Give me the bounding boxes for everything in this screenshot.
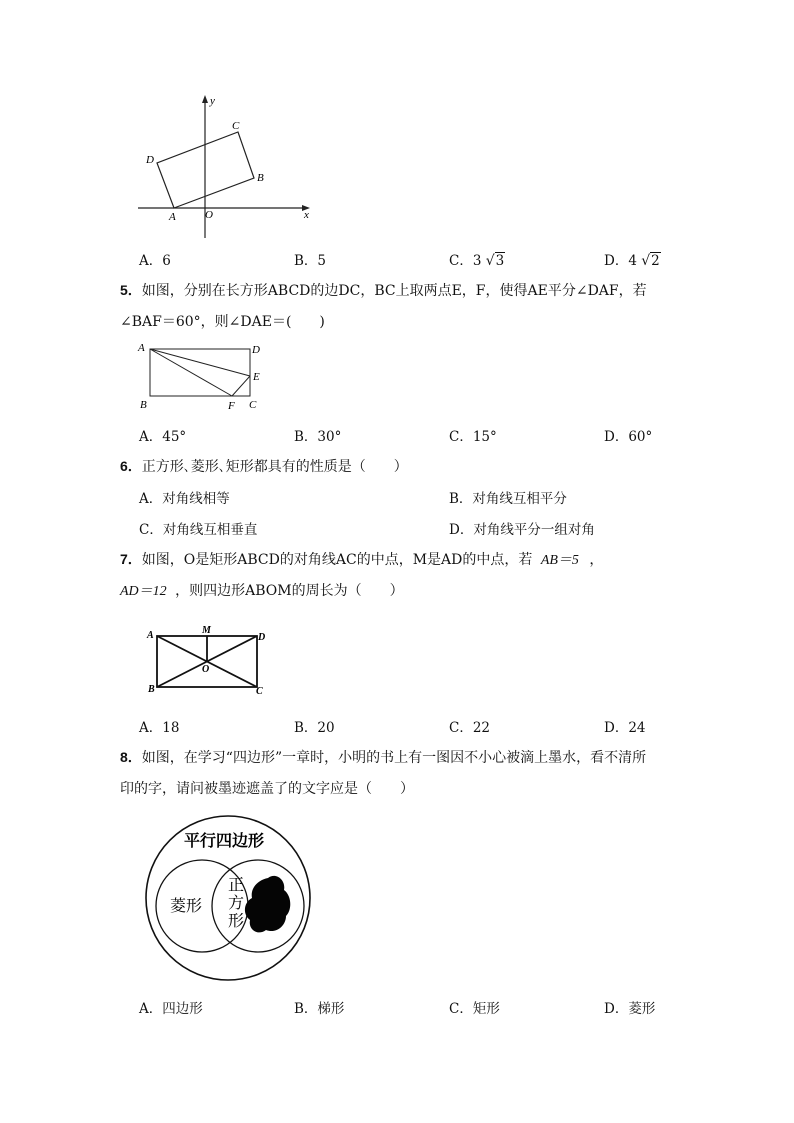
radicand: 3 (495, 253, 505, 269)
q7-text-line1: 如图，O是矩形ABCD的对角线AC的中点，M是AD的中点，若 (141, 552, 533, 568)
q5-label-D: D (252, 344, 260, 356)
q4-y-arrow (202, 95, 208, 103)
q7-comma: ， (589, 552, 604, 568)
q8-label-left: 菱形 (170, 898, 203, 915)
q4-option-b[interactable] (294, 249, 326, 269)
q7-number: 7． (120, 551, 142, 567)
q8-option-c[interactable] (449, 997, 500, 1017)
option-letter: B． (294, 720, 318, 736)
option-value: 对角线平分一组对角 (473, 522, 595, 538)
q4-option-d[interactable] (604, 249, 661, 269)
q8-stem-line1 (120, 747, 646, 767)
q5-rectangle (150, 349, 250, 396)
q5-option-b[interactable] (294, 425, 341, 445)
q8-venn-figure (140, 812, 316, 984)
option-value: 6 (162, 253, 171, 269)
q6-number: 6． (120, 458, 142, 474)
sqrt-symbol: √ (641, 253, 651, 269)
q6-stem (120, 456, 408, 476)
sqrt-symbol: √ (485, 253, 495, 269)
option-letter: C． (139, 522, 163, 538)
option-letter: A． (139, 429, 163, 445)
q5-segment-AE (150, 349, 250, 376)
q8-text-line1: 如图，在学习“四边形”一章时，小明的书上有一图因不小心被滴上墨水，看不清所 (141, 750, 647, 766)
option-value: 30° (317, 429, 342, 445)
option-value: 对角线互相垂直 (162, 522, 258, 538)
option-value: 18 (162, 720, 180, 736)
option-letter: C． (449, 253, 473, 269)
option-letter: A． (139, 720, 163, 736)
q8-label-middle-3: 形 (228, 913, 245, 930)
q7-option-c[interactable] (449, 716, 490, 736)
q7-label-A: A (147, 630, 154, 641)
q7-label-B: B (148, 684, 155, 695)
q6-option-d[interactable] (449, 518, 595, 538)
q5-figure (136, 338, 276, 414)
q7-option-d[interactable] (604, 716, 646, 736)
option-letter: D． (604, 429, 629, 445)
q4-option-a[interactable] (139, 249, 171, 269)
q5-option-d[interactable] (604, 425, 652, 445)
q7-math-ab: AB＝5 (540, 553, 579, 568)
q4-label-y: y (210, 95, 215, 107)
option-value: 对角线互相平分 (472, 491, 567, 507)
q5-segment-AF (150, 349, 232, 396)
q5-label-B: B (140, 399, 147, 411)
q6-text: 正方形､菱形､矩形都具有的性质是（ ） (141, 459, 408, 475)
q4-label-B: B (257, 172, 264, 184)
q7-label-C: C (256, 686, 263, 697)
q6-option-c[interactable] (139, 518, 257, 538)
q8-label-outer: 平行四边形 (184, 833, 265, 850)
q8-option-b[interactable] (294, 997, 344, 1017)
option-value: 45° (162, 429, 187, 445)
q7-label-D: D (258, 632, 266, 643)
option-value: 22 (472, 720, 491, 736)
q5-segment-FE (232, 376, 250, 396)
option-value: 4 (628, 253, 637, 269)
option-value: 矩形 (472, 1001, 500, 1017)
q7-figure (144, 622, 274, 698)
q5-label-A: A (138, 342, 145, 354)
option-value: 对角线相等 (162, 491, 230, 507)
option-letter: A． (139, 491, 163, 507)
q7-stem-line1 (120, 549, 603, 569)
option-letter: D． (604, 1001, 629, 1017)
q5-stem-line2 (120, 311, 325, 331)
option-letter: D． (604, 253, 629, 269)
q4-label-D: D (146, 154, 154, 166)
q5-label-F: F (228, 400, 235, 412)
q5-stem-line1 (120, 280, 647, 300)
q8-label-middle-2: 方 (228, 895, 245, 912)
radicand: 2 (651, 253, 660, 269)
q5-option-a[interactable] (139, 425, 186, 445)
q4-figure (130, 92, 320, 242)
option-letter: A． (139, 253, 163, 269)
option-value: 20 (317, 720, 335, 736)
option-letter: B． (449, 491, 473, 507)
q4-option-c[interactable] (449, 249, 505, 269)
q5-text-line2: ∠BAF＝60°，则∠DAE＝( ) (120, 314, 325, 330)
q8-option-a[interactable] (139, 997, 203, 1017)
q4-label-A: A (169, 211, 176, 223)
option-letter: B． (294, 253, 318, 269)
q5-option-c[interactable] (449, 425, 497, 445)
q7-text-line2: ，则四边形ABOM的周长为（ ） (175, 583, 404, 599)
q8-ink-blot (245, 876, 290, 932)
q7-label-M: M (202, 625, 211, 636)
option-value: 15° (472, 429, 497, 445)
q5-label-E: E (253, 371, 260, 383)
option-value: 菱形 (628, 1001, 656, 1017)
option-letter: B． (294, 1001, 318, 1017)
option-letter: C． (449, 1001, 473, 1017)
q4-label-O: O (205, 209, 213, 221)
q8-number: 8． (120, 749, 142, 765)
option-letter: C． (449, 720, 473, 736)
option-value: 3 (472, 253, 482, 269)
option-letter: D． (604, 720, 629, 736)
option-value: 5 (317, 253, 327, 269)
q8-option-d[interactable] (604, 997, 655, 1017)
q7-math-ad: AD＝12 (120, 584, 167, 599)
q4-label-C: C (232, 120, 240, 132)
option-letter: C． (449, 429, 473, 445)
option-value: 24 (628, 720, 646, 736)
q6-option-b[interactable] (449, 487, 567, 507)
q7-stem-line2 (120, 580, 404, 600)
q8-text-line2: 印的字，请问被墨迹遮盖了的文字应是（ ） (120, 781, 414, 797)
q8-label-middle-1: 正 (228, 877, 245, 894)
q8-stem-line2 (120, 778, 414, 798)
option-value: 四边形 (162, 1001, 203, 1017)
option-letter: B． (294, 429, 318, 445)
q5-number: 5． (120, 282, 142, 298)
q7-option-a[interactable] (139, 716, 179, 736)
option-letter: D． (449, 522, 474, 538)
option-letter: A． (139, 1001, 163, 1017)
q7-option-b[interactable] (294, 716, 335, 736)
q7-label-O: O (202, 664, 210, 675)
q4-label-x: x (304, 209, 309, 221)
q5-text-line1: 如图，分别在长方形ABCD的边DC，BC上取两点E，F，使得AE平分∠DAF，若 (141, 283, 647, 299)
option-value: 梯形 (317, 1001, 345, 1017)
q6-option-a[interactable] (139, 487, 230, 507)
option-value: 60° (628, 429, 653, 445)
q5-label-C: C (249, 399, 257, 411)
